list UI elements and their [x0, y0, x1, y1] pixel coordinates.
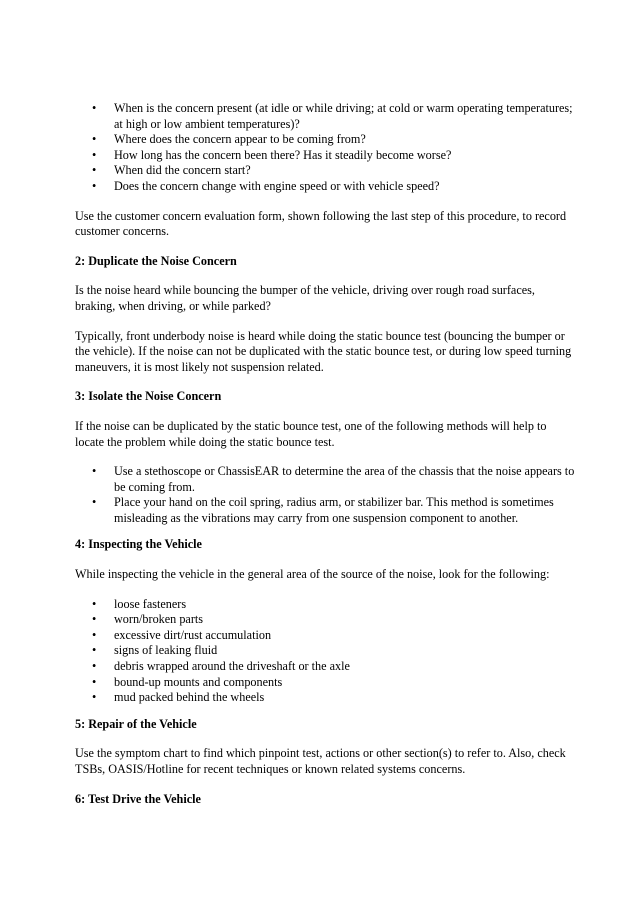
list-item: • signs of leaking fluid: [75, 643, 575, 659]
intro-bullet-list: [75, 101, 575, 195]
section-heading-inspecting-vehicle: 4: Inspecting the Vehicle: [75, 537, 202, 552]
isolate-bullet-list: [75, 464, 575, 526]
list-item: • How long has the concern been there? Has it steadily become worse?: [75, 148, 575, 164]
list-item: • debris wrapped around the driveshaft or the axle: [75, 659, 575, 675]
list-item: • excessive dirt/rust accumulation: [75, 628, 575, 644]
paragraph: Is the noise heard while bouncing the bumper of the vehicle, driving over rough road surfaces, braking, when driving, or while parked?: [75, 283, 535, 313]
section-heading-repair-vehicle: 5: Repair of the Vehicle: [75, 716, 197, 731]
document-page: [75, 101, 575, 807]
list-item: • worn/broken parts: [75, 612, 575, 628]
inspect-bullet-list: [75, 597, 575, 706]
paragraph: While inspecting the vehicle in the general area of the source of the noise, look for the following:: [75, 567, 550, 582]
list-item: • Place your hand on the coil spring, radius arm, or stabilizer bar. This method is sometimes misleading as the vibrations may carry from one suspension component to another.: [75, 495, 575, 526]
list-item: • When did the concern start?: [75, 163, 575, 179]
list-item: • Use a stethoscope or ChassisEAR to determine the area of the chassis that the noise appears to be coming from.: [75, 464, 575, 495]
list-item: • bound-up mounts and components: [75, 675, 575, 691]
list-item: • loose fasteners: [75, 597, 575, 613]
intro-paragraph: Use the customer concern evaluation form, shown following the last step of this procedure, to record customer concerns.: [75, 208, 567, 239]
list-item: • Does the concern change with engine speed or with vehicle speed?: [75, 179, 575, 195]
paragraph: Typically, front underbody noise is heard while doing the static bounce test (bouncing the bumper or the vehicle). If the noise can not be duplicated with the static bounce test, or during low speed turning maneuvers, it is most likely not suspension related.: [75, 328, 572, 374]
section-heading-duplicate-noise: 2: Duplicate the Noise Concern: [75, 253, 237, 268]
list-item: • When is the concern present (at idle or while driving; at cold or warm operating temperatures; at high or low ambient temperatures)?: [75, 101, 575, 132]
paragraph: Use the symptom chart to find which pinpoint test, actions or other section(s) to refer to. Also, check TSBs, OASIS/Hotline for recent techniques or known related systems concerns.: [75, 746, 566, 776]
list-item: • Where does the concern appear to be coming from?: [75, 132, 575, 148]
list-item: • mud packed behind the wheels: [75, 690, 575, 706]
section-heading-test-drive: 6: Test Drive the Vehicle: [75, 791, 201, 806]
paragraph: If the noise can be duplicated by the static bounce test, one of the following methods will help to locate the problem while doing the static bounce test.: [75, 418, 547, 449]
section-heading-isolate-noise: 3: Isolate the Noise Concern: [75, 389, 222, 404]
